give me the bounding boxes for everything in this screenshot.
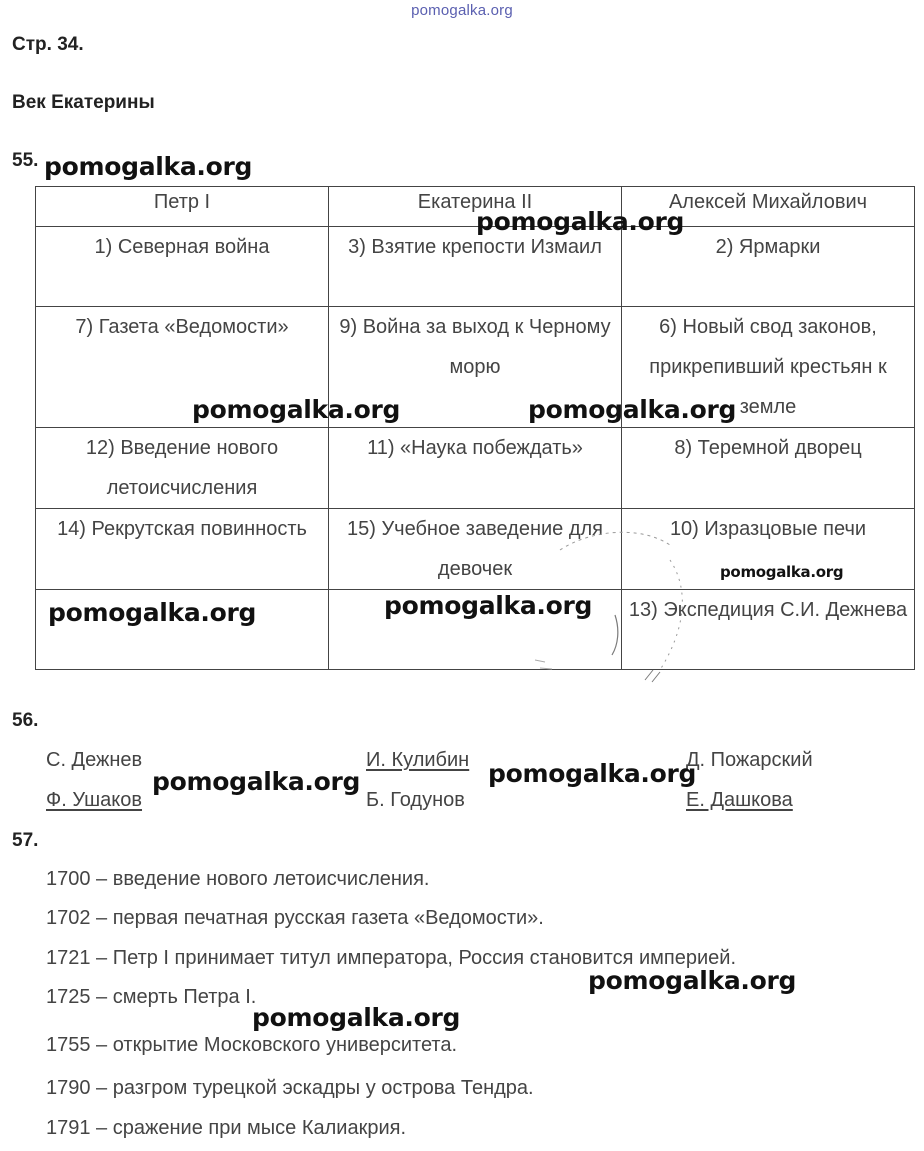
- table-cell: 2) Ярмарки: [622, 227, 915, 307]
- name-item: Д. Пожарский: [686, 749, 813, 771]
- table-cell: 3) Взятие крепости Измаил: [329, 227, 622, 307]
- table-row: [36, 307, 915, 428]
- watermark: pomogalka.org: [384, 591, 593, 620]
- list-item: 1700 – введение нового летоисчисления.: [46, 868, 430, 890]
- watermark: pomogalka.org: [192, 395, 401, 424]
- table-cell: 13) Экспедиция С.И. Дежнева: [622, 590, 915, 670]
- table-header-row: [36, 187, 915, 227]
- name-item-underlined: Е. Дашкова: [686, 789, 793, 811]
- watermark: pomogalka.org: [152, 767, 361, 796]
- table-cell: 12) Введение нового летоисчисления: [36, 428, 329, 509]
- watermark: pomogalka.org: [588, 966, 797, 995]
- list-item: 1702 – первая печатная русская газета «Ведомости».: [46, 907, 544, 929]
- list-item: 1791 – сражение при мысе Калиакрия.: [46, 1117, 407, 1139]
- name-item-underlined: Ф. Ушаков: [46, 789, 143, 811]
- list-item: 1790 – разгром турецкой эскадры у острова Тендра.: [46, 1077, 534, 1099]
- table-cell: 15) Учебное заведение для девочек: [329, 509, 622, 590]
- name-item: С. Дежнев: [46, 749, 143, 771]
- table-row: [36, 227, 915, 307]
- list-item: 1721 – Петр I принимает титул императора, Россия становится империей.: [46, 947, 737, 969]
- watermark: pomogalka.org: [476, 207, 685, 236]
- header-catherine: Екатерина II: [329, 187, 622, 227]
- table-cell: 10) Изразцовые печи: [622, 509, 915, 590]
- table-cell: 14) Рекрутская повинность: [36, 509, 329, 590]
- header-alexei: Алексей Михайлович: [622, 187, 915, 227]
- watermark: pomogalka.org: [44, 152, 253, 181]
- page-label: Стр. 34.: [12, 34, 84, 55]
- watermark: pomogalka.org: [488, 759, 697, 788]
- table-cell: 8) Теремной дворец: [622, 428, 915, 509]
- table-row: [36, 428, 915, 509]
- list-item: 1755 – открытие Московского университета.: [46, 1034, 458, 1056]
- task-57-number: 57.: [12, 830, 39, 851]
- watermark: pomogalka.org: [252, 1003, 461, 1032]
- task-55-number: 55.: [12, 150, 39, 171]
- table-cell: 1) Северная война: [36, 227, 329, 307]
- table-cell: 7) Газета «Ведомости»: [36, 307, 329, 428]
- table-cell: 9) Война за выход к Черному морю: [329, 307, 622, 428]
- list-item: 1725 – смерть Петра I.: [46, 986, 257, 1008]
- name-item-underlined: И. Кулибин: [366, 749, 470, 771]
- watermark: pomogalka.org: [528, 395, 737, 424]
- header-peter: Петр I: [36, 187, 329, 227]
- name-item: Б. Годунов: [366, 789, 465, 811]
- table-cell: 11) «Наука побеждать»: [329, 428, 622, 509]
- task-56-number: 56.: [12, 710, 39, 731]
- watermark: pomogalka.org: [720, 563, 844, 581]
- site-watermark-top: pomogalka.org: [411, 2, 513, 19]
- section-title: Век Екатерины: [12, 92, 155, 113]
- watermark: pomogalka.org: [48, 598, 257, 627]
- table-cell: 6) Новый свод законов, прикрепивший крестьян к земле: [622, 307, 915, 428]
